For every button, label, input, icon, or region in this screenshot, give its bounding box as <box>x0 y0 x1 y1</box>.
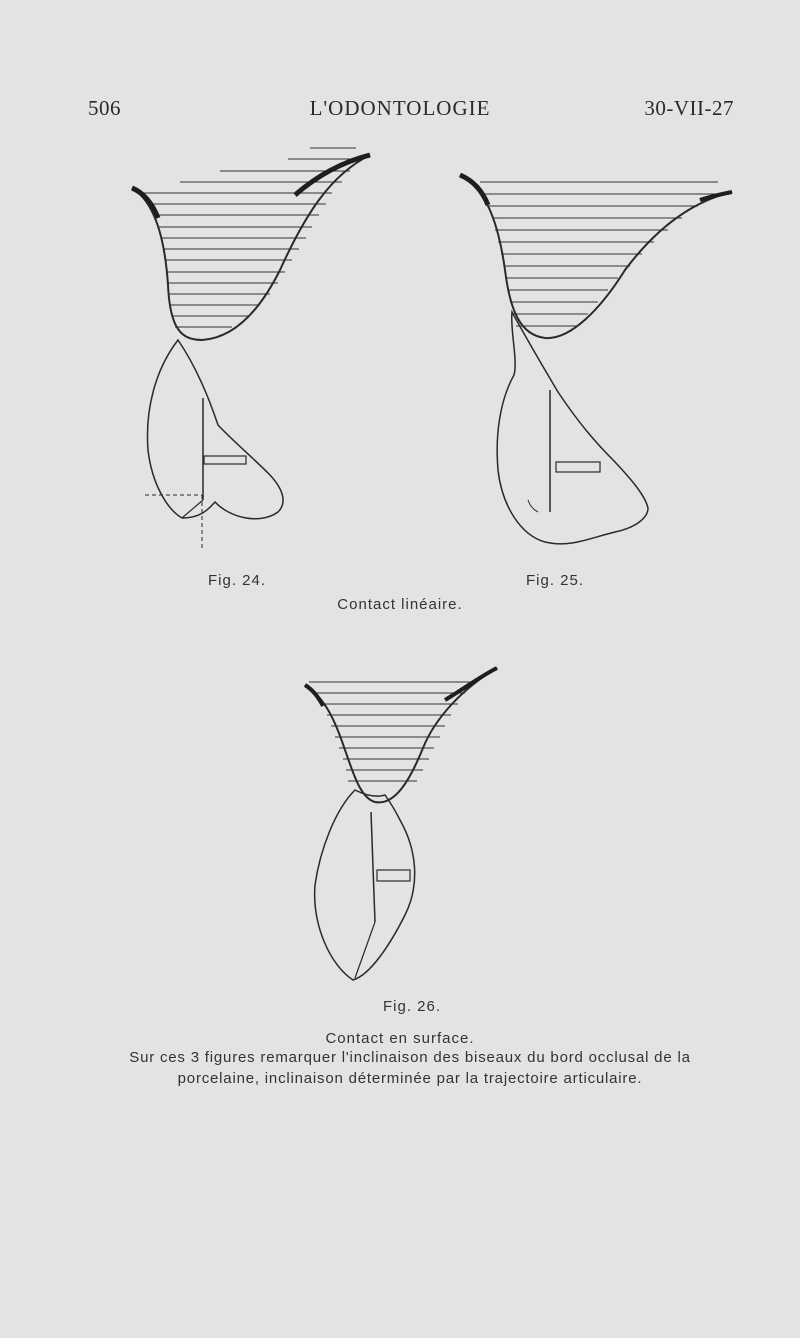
journal-title: L'ODONTOLOGIE <box>309 96 491 120</box>
contact-lineaire-caption: Contact linéaire. <box>337 596 463 613</box>
caption-line-1: Sur ces 3 figures remarquer l'inclinaison des biseaux du bord occlusal de la <box>129 1049 691 1066</box>
figure-26-illustration <box>295 660 510 990</box>
caption-line-2: porcelaine, inclinaison déterminée par la trajectoire articulaire. <box>177 1070 643 1087</box>
issue-date: 30-VII-27 <box>644 96 734 120</box>
contact-surface-caption: Contact en surface. <box>325 1030 475 1047</box>
figure-25-illustration <box>450 160 750 560</box>
page-number: 506 <box>88 96 121 120</box>
fig-24-label: Fig. 24. <box>208 572 267 589</box>
figure-24-illustration <box>120 140 380 560</box>
fig-25-label: Fig. 25. <box>526 572 585 589</box>
fig-26-label: Fig. 26. <box>383 998 442 1015</box>
